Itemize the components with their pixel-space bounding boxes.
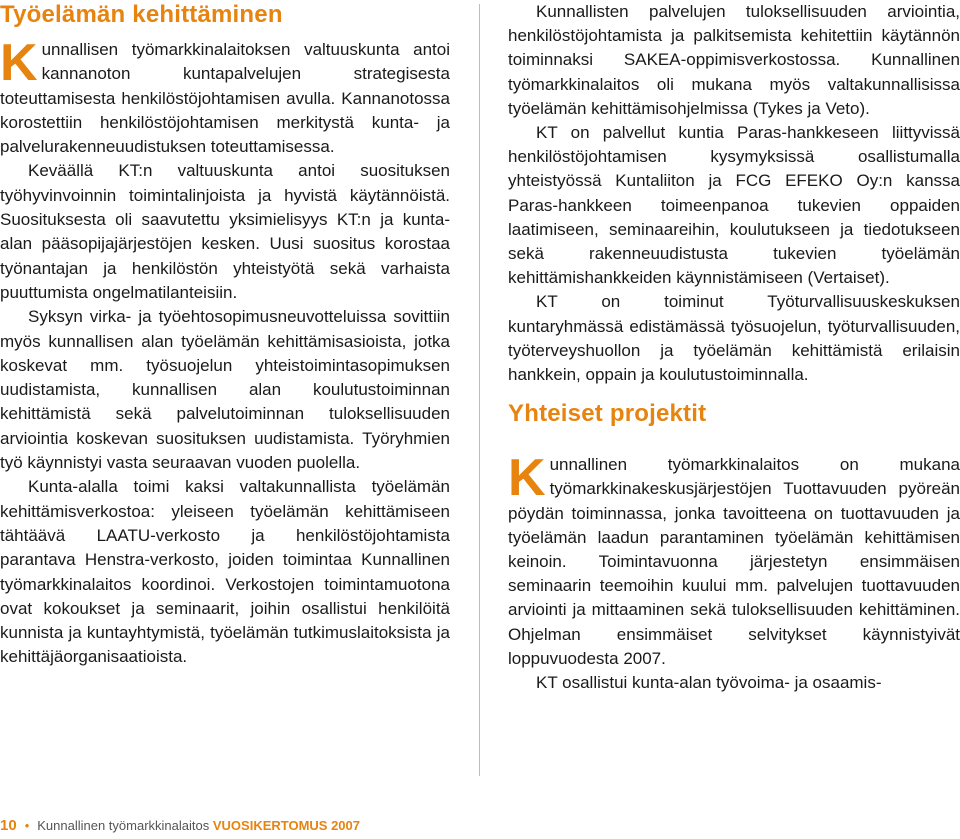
paragraph [0, 34, 450, 159]
section-heading-yhteiset-projektit: Yhteiset projektit [508, 400, 707, 428]
paragraph: Syksyn virka- ja työehtosopimusneuvotteluissa sovittiin myös kunnallisen alan työelämän kehittämisasioista, jotka koskevat mm. työsuojelun yhteistoimintasopimuksen uudistamista, kunnallisen alan koulutustoiminnan kehittämistä sekä palvelutoiminnan tuloksellisuuden arviointia koskevan suosituksen uudistamista. Työryhmien työ käynnistyi vasta seuraavan vuoden puolella. [0, 307, 450, 473]
paragraph: Kunnallisten palvelujen tuloksellisuuden arviointia, henkilöstöjohtamista ja palkitsemista kehitettiin käytännön toiminnaksi SAKEA-oppimisverkostossa. Kunnallinen työmarkkinalaitos oli mukana myös valtakunnallisissa työelämän kehittämisohjelmissa (Tykes ja Veto). [508, 2, 960, 118]
column-divider [479, 4, 480, 776]
left-column [0, 0, 450, 670]
footer-report-title: VUOSIKERTOMUS 2007 [212, 818, 360, 833]
paragraph-text: unnallinen työmarkkinalaitos on mukana työmarkkinakeskusjärjestöjen Tuottavuuden pyöreän pöydän toiminnassa, jonka tavoitteena on tuottavuuden ja työelämän laadun parantaminen työelämän kehittämisen keinoin. Toimintavuonna järjestetyn ensimmäisen seminaarin teemoihin kuului mm. palvelujen tuottavuuden arviointi ja mittaaminen sekä tuloksellisuuden kehittäminen. Ohjelman ensimmäiset selvitykset käynnistyivät loppuvuodesta 2007. [508, 455, 960, 668]
drop-cap: K [0, 34, 38, 92]
paragraph: KT on palvellut kuntia Paras-hankkeseen liittyvissä henkilöstöjohtamisen kysymyksissä osallistumalla yhteistyössä Kuntaliiton ja FCG EFEKO Oy:n kanssa Paras-hankkeen toimeenpanoa tukevien oppaiden laatimiseen, seminaareihin, koulutukseen ja tiedotukseen sekä rakenneuudistusta tukevien työelämän kehittämishankkeiden käynnistämiseen (Vertaiset). [508, 123, 960, 288]
bullet: • [24, 818, 30, 833]
section-heading-tyoelaman-kehittaminen: Työelämän kehittäminen [0, 1, 283, 28]
paragraph: Keväällä KT:n valtuuskunta antoi suosituksen työhyvinvoinnin toimintalinjoista ja hyvistä käytännöistä. Suosituksesta oli saavutettu yksimielisyys KT:n ja kunta-alan pääsopijajärjestöjen kesken. Uusi suositus korostaa työnantajan ja henkilöstön yhteistyötä sekä varhaista puuttumista ongelmatilanteisiin. [0, 161, 450, 302]
paragraph [508, 449, 960, 671]
paragraph: KT osallistui kunta-alan työvoima- ja osaamis- [536, 673, 882, 693]
paragraph-text: unnallisen työmarkkinalaitoksen valtuuskunta antoi kannanoton kuntapalvelujen strategisesta toteuttamisesta henkilöstöjohtamisen avulla. Kannanotossa korostettiin henkilöstöjohtamisen merkitystä kunta- ja palvelurakenneuudistuksen toteuttamisessa. [0, 40, 450, 157]
right-column [508, 0, 960, 695]
paragraph: KT on toiminut Työturvallisuuskeskuksen kuntaryhmässä edistämässä työsuojelun, työturvallisuuden, työterveyshuollon ja työelämän kehittämistä erilaisin hankkein, oppain ja koulutustoiminnalla. [508, 292, 960, 385]
page-number: 10 [0, 817, 17, 834]
page-footer [0, 817, 360, 834]
paragraph: Kunta-alalla toimi kaksi valtakunnallista työelämän kehittämisverkostoa: yleiseen työelämän kehittämiseen tähtäävä LAATU-verkosto ja henkilöstöjohtamista parantava Henstra-verkosto, joiden toimintaa Kunnallinen työmarkkinalaitos koordinoi. Verkostojen toimintamuotona ovat kokoukset ja seminaarit, joihin osallistui henkilöitä kunnista ja kuntayhtymistä, työelämän tutkimuslaitoksista ja kehittäjäorganisaatioista. [0, 477, 450, 667]
drop-cap: K [508, 449, 546, 508]
footer-org: Kunnallinen työmarkkinalaitos [37, 818, 210, 833]
